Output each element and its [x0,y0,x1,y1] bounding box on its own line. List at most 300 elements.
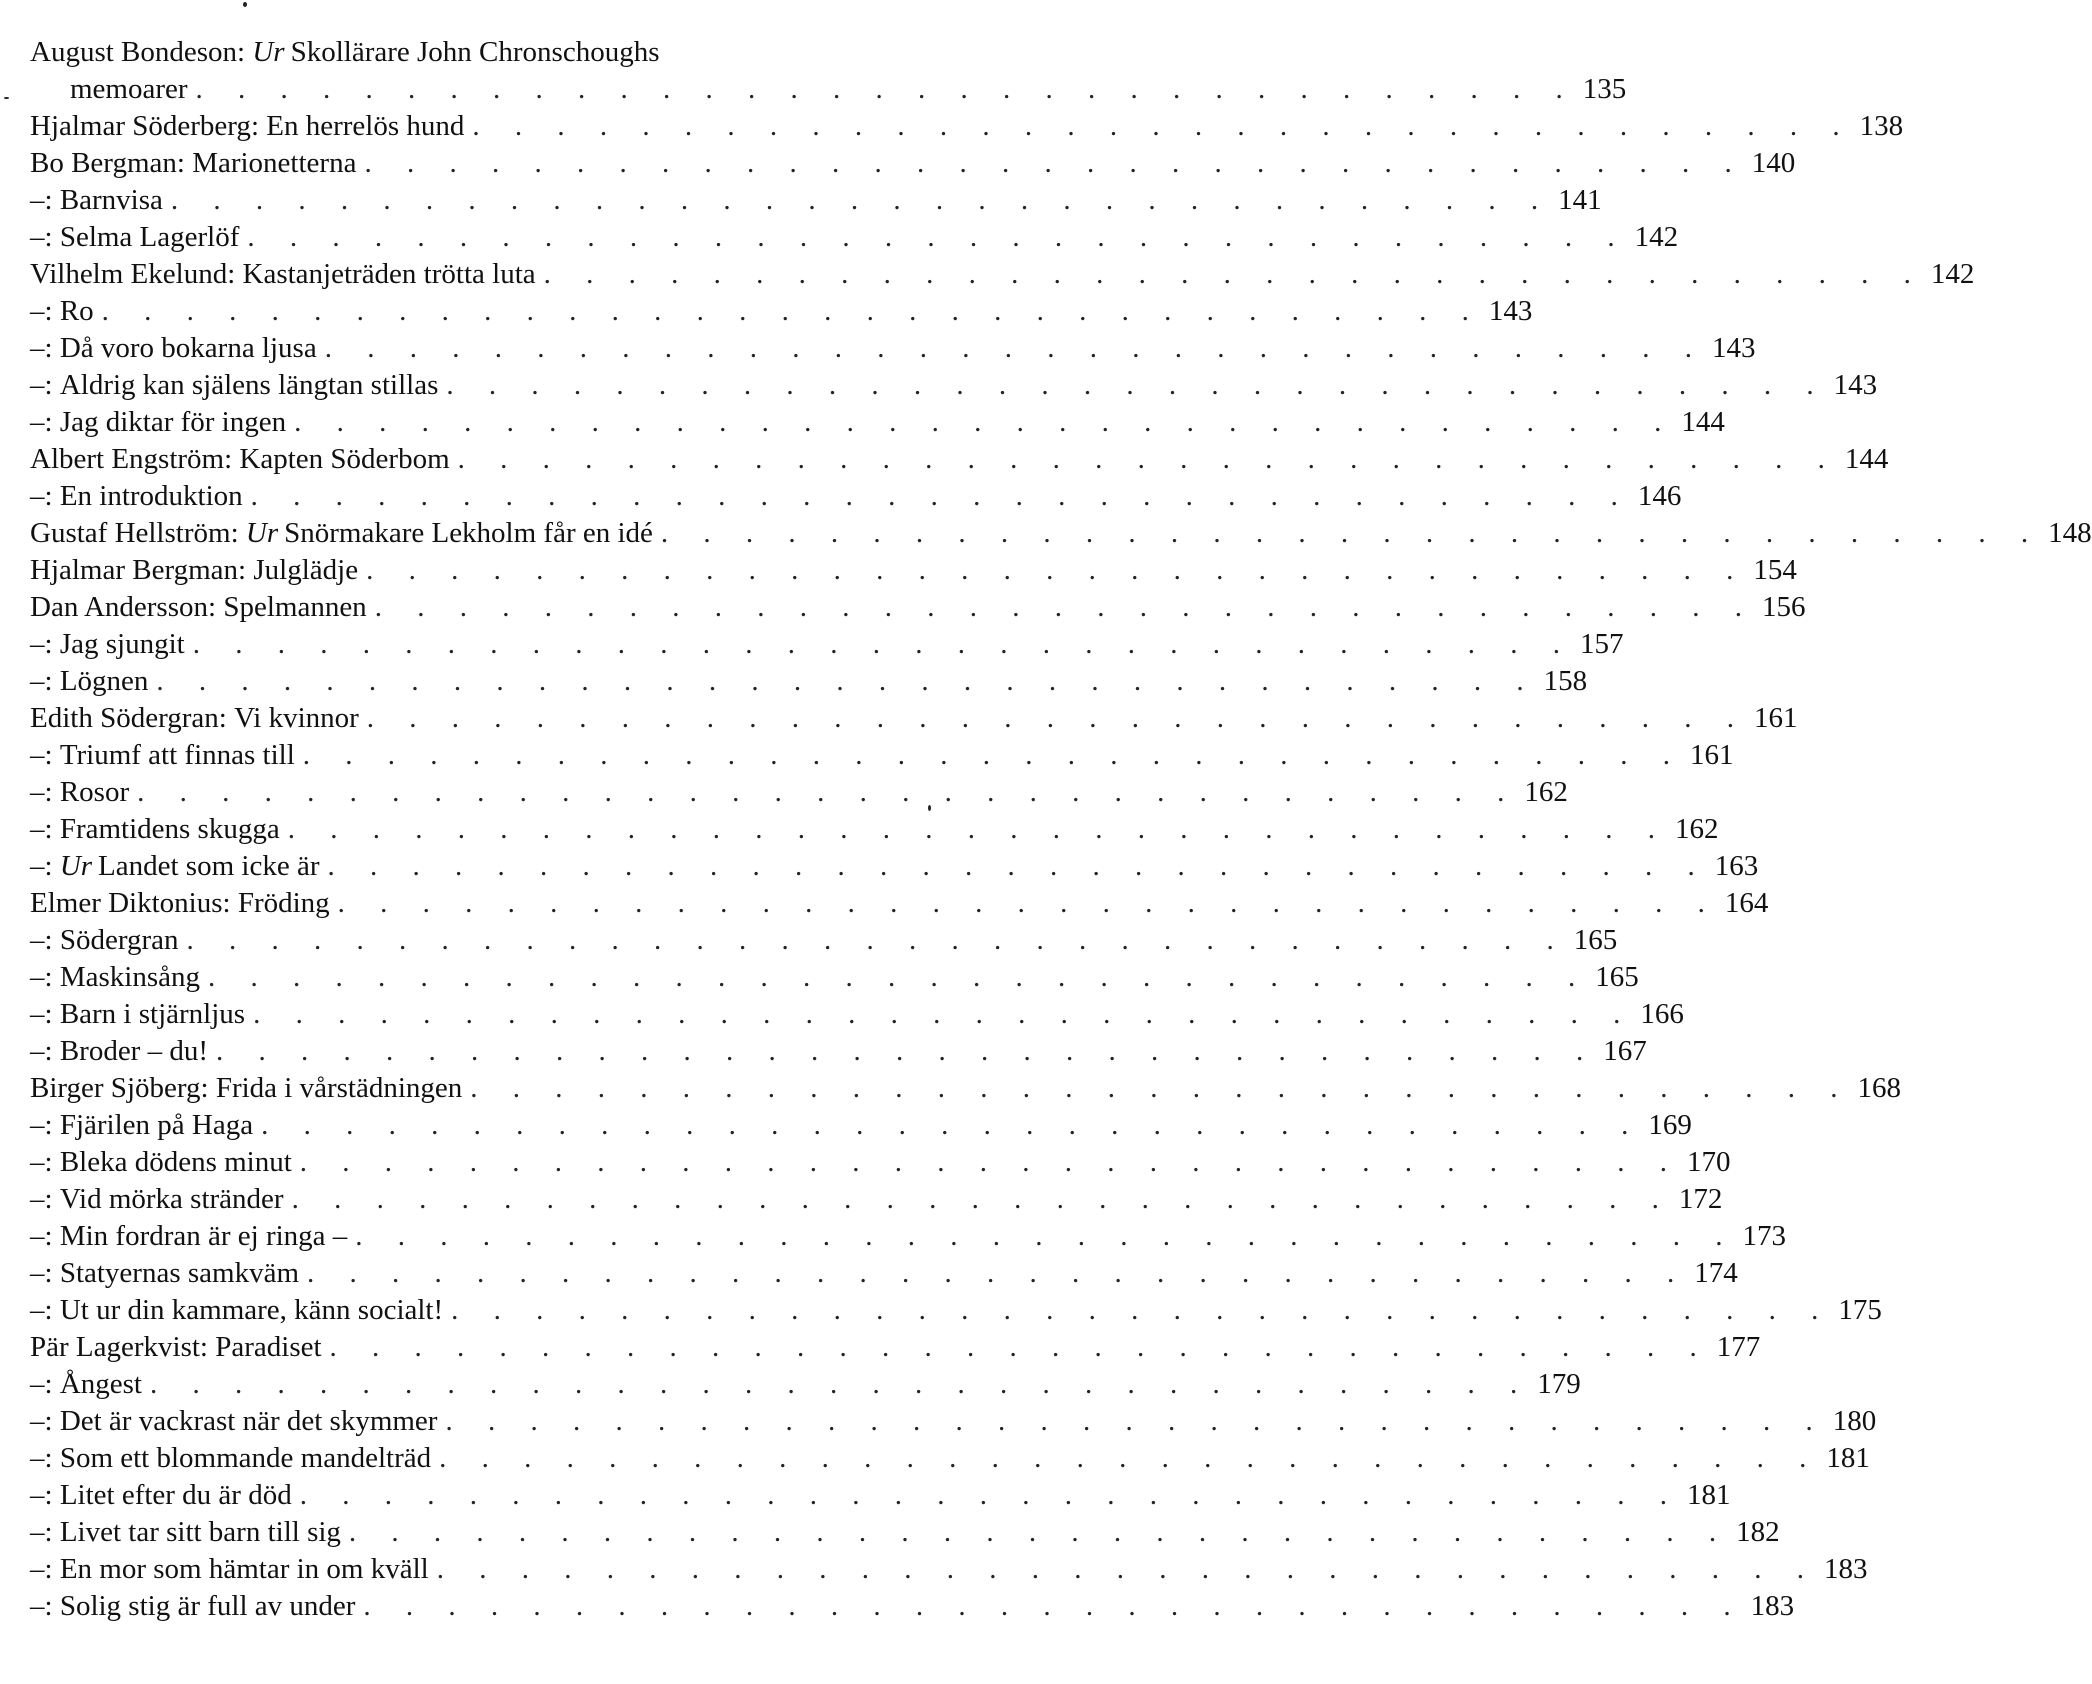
toc-separator: : [44,1146,60,1178]
dot-leader: . . . . . . . . . . . . . . . . . . . . . . . . . . . . . . . . . [247,221,1629,253]
toc-entry-line [30,848,1759,885]
toc-separator: : [44,813,60,845]
toc-entry-line [30,1588,1795,1625]
toc-separator: : [44,332,60,364]
page-number: 157 [1579,628,1624,660]
toc-title: Snörmakare Lekholm får en idé [284,517,653,549]
page-number: 140 [1751,147,1796,179]
toc-entry-line [30,293,1533,330]
toc-entry [30,330,1756,367]
dot-leader: . . . . . . . . . . . . . . . . . . . . . . . . . . . . . . . . . [302,739,1685,771]
toc-author: – [30,1035,45,1067]
toc-title: Julglädje [253,554,359,586]
page-number: 166 [1640,998,1684,1030]
dot-leader: . . . . . . . . . . . . . . . . . . . . . . . . . . . . . . . . . [446,369,1828,401]
page-number: 161 [1690,739,1734,771]
toc-title: Rosor [59,776,130,808]
toc-title: Framtidens skugga [59,813,280,845]
toc-separator: : [44,221,60,253]
dot-leader: . . . . . . . . . . . . . . . . . . . . . . . . . . . . . . . . . [299,1146,1682,1178]
toc-entry [30,1477,1731,1514]
toc-title: Jag sjungit [59,628,185,660]
toc-author: – [30,924,45,956]
toc-title: Frida i vårstädningen [215,1072,463,1104]
page-number: 144 [1844,443,1889,475]
page-number: 146 [1637,480,1682,512]
toc-entry-line [30,1144,1731,1181]
toc-entry [30,1107,1692,1144]
toc-title-prefix: Ur [252,36,285,68]
toc-title: En mor som hämtar in om kväll [59,1553,429,1585]
toc-author: – [30,1183,45,1215]
toc-author: Edith Södergran [30,702,219,734]
toc-author: – [30,480,45,512]
toc-separator: : [44,1405,60,1437]
toc-separator: : [199,1331,216,1363]
page-number: 141 [1558,184,1602,216]
toc-separator: : [238,554,254,586]
toc-entry [30,182,1602,219]
toc-entry-line [30,1070,1902,1107]
page-number: 167 [1603,1035,1647,1067]
toc-entry [30,1551,1868,1588]
toc-title: Maskinsång [59,961,200,993]
toc-separator: : [222,887,238,919]
toc-title: En introduktion [59,480,243,512]
toc-entry-line [30,1033,1647,1070]
dot-leader: . . . . . . . . . . . . . . . . . . . . . . . . . . . . . . . . . [294,406,1676,438]
toc-separator: : [44,1553,60,1585]
dot-leader: . . . . . . . . . . . . . . . . . . . . . . . . . . . . . . . . . [186,924,1568,956]
toc-author: – [30,1479,45,1511]
toc-separator: : [44,480,60,512]
toc-author: Hjalmar Bergman [30,554,239,586]
toc-title: Vi kvinnor [234,702,359,734]
toc-author: Hjalmar Söderberg [30,110,251,142]
toc-entry [30,404,1725,441]
toc-separator: : [44,406,60,438]
toc-title: Som ett blommande mandelträd [59,1442,432,1474]
page-number: 148 [2048,517,2092,549]
toc-title: Fröding [237,887,330,919]
toc-entry-line [30,441,1889,478]
toc-entry [30,811,1719,848]
dot-leader: . . . . . . . . . . . . . . . . . . . . . . . . . . . . . . . . . [192,628,1574,660]
dot-leader: . . . . . . . . . . . . . . . . . . . . . . . . . . . . . . . . . [337,887,1719,919]
toc-entry [30,959,1639,996]
toc-entry-line [30,1292,1882,1329]
toc-entry-line [30,552,1797,589]
toc-title: Ut ur din kammare, känn socialt! [59,1294,444,1326]
dot-leader: . . . . . . . . . . . . . . . . . . . . . . . . . . . . . . . . . [156,665,1538,697]
dot-leader: . . . . . . . . . . . . . . . . . . . . . . . . . . . . . . . . . [451,1294,1833,1326]
toc-author: Birger Sjöberg [30,1072,201,1104]
toc-entry-line [30,330,1756,367]
toc-title: Livet tar sitt barn till sig [59,1516,341,1548]
toc-entry [30,293,1533,330]
toc-title: Litet efter du är död [59,1479,292,1511]
toc-title: Min fordran är ej ringa – [59,1220,348,1252]
toc-author: – [30,1146,45,1178]
toc-author: – [30,1405,45,1437]
toc-author: – [30,1590,45,1622]
toc-entry [30,1070,1902,1107]
dot-leader: . . . . . . . . . . . . . . . . . . . . . . . . . . . . . . . . . [439,1442,1821,1474]
toc-entry-line [30,1514,1780,1551]
dot-leader: . . . . . . . . . . . . . . . . . . . . . . . . . . . . . . . . . [364,147,1746,179]
toc-author: – [30,1257,45,1289]
toc-title: memoarer [70,73,188,105]
scan-speck [243,2,247,7]
dot-leader: . . . . . . . . . . . . . . . . . . . . . . . . . . . . . . . . . [307,1257,1689,1289]
toc-separator: : [44,776,60,808]
toc-title: Aldrig kan själens längtan stillas [59,369,439,401]
toc-author: – [30,184,45,216]
page-number: 142 [1930,258,1975,290]
dot-leader: . . . . . . . . . . . . . . . . . . . . . . . . . . . . . . . . . [348,1516,1731,1548]
page-number: 174 [1694,1257,1738,1289]
toc-separator: : [237,36,253,68]
toc-entry-line [30,256,1975,293]
toc-author: – [30,221,45,253]
toc-entry-line [30,1107,1692,1144]
toc-separator: : [44,1109,60,1141]
page-number: 165 [1595,961,1639,993]
dot-leader: . . . . . . . . . . . . . . . . . . . . . . . . . . . . . . . . . [170,184,1553,216]
toc-separator: : [44,1183,60,1215]
page-number: 175 [1838,1294,1882,1326]
toc-title: Barnvisa [59,184,163,216]
toc-author: Pär Lagerkvist [30,1331,200,1363]
page-number: 143 [1488,295,1533,327]
page-number: 135 [1582,73,1627,105]
toc-title: Bleka dödens minut [59,1146,292,1178]
dot-leader: . . . . . . . . . . . . . . . . . . . . . . . . . . . . . . . . . [374,591,1756,623]
toc-entry-line [30,811,1719,848]
page-number: 162 [1524,776,1568,808]
toc-entry-line [30,589,1806,626]
toc-title: Paradiset [215,1331,322,1363]
toc-title: Barn i stjärnljus [59,998,246,1030]
page-number: 180 [1832,1405,1877,1437]
toc-separator: : [44,1257,60,1289]
dot-leader: . . . . . . . . . . . . . . . . . . . . . . . . . . . . . . . . . [363,1590,1745,1622]
toc-entry [30,256,1975,293]
toc-title: Jag diktar för ingen [59,406,287,438]
toc-entry-line [30,996,1684,1033]
toc-entry [30,108,1904,145]
toc-entry-line [30,774,1568,811]
page-number: 154 [1753,554,1797,586]
dot-leader: . . . . . . . . . . . . . . . . . . . . . . . . . . . . . . . . . [660,517,2043,549]
page-number: 138 [1859,110,1904,142]
dot-leader: . . . . . . . . . . . . . . . . . . . . . . . . . . . . . . . . . [472,110,1854,142]
dot-leader: . . . . . . . . . . . . . . . . . . . . . . . . . . . . . . . . . [250,480,1632,512]
toc-entry [30,219,1679,256]
toc-author: – [30,406,45,438]
toc-entry-line [30,219,1679,256]
dot-leader: . . . . . . . . . . . . . . . . . . . . . . . . . . . . . . . . . [149,1368,1532,1400]
dot-leader: . . . . . . . . . . . . . . . . . . . . . . . . . . . . . . . . . [299,1479,1681,1511]
toc-entry [30,1514,1780,1551]
toc-entry-line [30,885,1769,922]
toc-title: Då voro bokarna ljusa [59,332,317,364]
toc-author: – [30,295,45,327]
toc-separator: : [224,443,240,475]
page-number: 183 [1823,1553,1868,1585]
toc-title: Kastanjeträden trötta luta [242,258,536,290]
page-number: 181 [1686,1479,1731,1511]
page-number: 181 [1826,1442,1870,1474]
toc-entry-first-line [30,34,900,71]
toc-entry-line [30,1218,1787,1255]
toc-author: – [30,628,45,660]
page-number: 161 [1754,702,1798,734]
scan-speck [4,97,9,99]
toc-title: Ro [59,295,94,327]
toc-separator: : [44,961,60,993]
toc-entry-line [30,108,1904,145]
toc-separator: : [44,1442,60,1474]
toc-entry [30,1181,1723,1218]
toc-entry [30,145,1796,182]
toc-entry [30,663,1588,700]
dot-leader: . . . . . . . . . . . . . . . . . . . . . . . . . . . . . . . . . [366,702,1749,734]
toc-separator: : [44,1590,60,1622]
toc-entry-line [30,1403,1877,1440]
toc-author: – [30,776,45,808]
toc-separator: : [44,1035,60,1067]
page-number: 158 [1543,665,1588,697]
toc-entry-line [30,1477,1731,1514]
toc-entry-second-line [30,71,1627,108]
toc-separator: : [176,147,193,179]
toc-entry [30,1403,1877,1440]
toc-author: Elmer Diktonius [30,887,223,919]
toc-title: Landet som icke är [98,850,320,882]
toc-author: Vilhelm Ekelund [30,258,228,290]
toc-separator: : [44,1479,60,1511]
dot-leader: . . . . . . . . . . . . . . . . . . . . . . . . . . . . . . . . . [324,332,1706,364]
page-number: 172 [1678,1183,1723,1215]
toc-entry-line [30,663,1588,700]
toc-entry-line [30,478,1682,515]
toc-entry-line [30,626,1624,663]
toc-entry [30,1144,1731,1181]
toc-entry [30,737,1734,774]
toc-author: – [30,961,45,993]
dot-leader: . . . . . . . . . . . . . . . . . . . . . . . . . . . . . . . . . [327,850,1709,882]
toc-title: En herrelös hund [266,110,465,142]
toc-author: – [30,369,45,401]
toc-entry-line [30,922,1618,959]
page-number: 183 [1750,1590,1795,1622]
toc-title: Broder – du! [59,1035,208,1067]
toc-author: August Bondeson [30,36,238,68]
toc-title-prefix: Ur [245,517,279,549]
toc-author: – [30,1220,45,1252]
toc-title: Fjärilen på Haga [59,1109,254,1141]
toc-entry [30,700,1798,737]
toc-author: – [30,1553,45,1585]
toc-entry [30,589,1806,626]
toc-entry [30,515,2092,552]
dot-leader: . . . . . . . . . . . . . . . . . . . . . . . . . . . . . . . . . [366,554,1748,586]
toc-author: Albert Engström [30,443,225,475]
toc-entry [30,626,1624,663]
toc-author: Gustaf Hellström [30,517,231,549]
toc-entry [30,996,1684,1033]
toc-author: – [30,850,45,882]
toc-entry-line [30,1551,1868,1588]
toc-entry [30,367,1878,404]
toc-separator: : [200,1072,216,1104]
dot-leader: . . . . . . . . . . . . . . . . . . . . . . . . . . . . . . . . . [137,776,1519,808]
toc-entry [30,1218,1787,1255]
toc-title-prefix: Ur [59,850,93,882]
toc-entry [30,478,1682,515]
toc-separator: : [44,184,60,216]
toc-separator: : [44,1516,60,1548]
dot-leader: . . . . . . . . . . . . . . . . . . . . . . . . . . . . . . . . . [543,258,1925,290]
page-number: 143 [1833,369,1878,401]
toc-entry-line [30,367,1878,404]
toc-title: Det är vackrast när det skymmer [59,1405,438,1437]
toc-title: Ångest [59,1368,142,1400]
toc-entry-line [30,1440,1870,1477]
dot-leader: . . . . . . . . . . . . . . . . . . . . . . . . . . . . . . . . . [445,1405,1827,1437]
toc-separator: : [44,369,60,401]
toc-entry-line [30,959,1639,996]
page-number: 170 [1687,1146,1731,1178]
page-number: 182 [1736,1516,1780,1548]
toc-title: Selma Lagerlöf [59,221,240,253]
toc-author: – [30,332,45,364]
toc-separator: : [250,110,267,142]
toc-entry-line [30,737,1734,774]
toc-entry-line [30,1255,1738,1292]
page-number: 179 [1537,1368,1581,1400]
toc-author: – [30,1442,45,1474]
toc-title: Marionetterna [192,147,357,179]
dot-leader: . . . . . . . . . . . . . . . . . . . . . . . . . . . . . . . . . [355,1220,1737,1252]
toc-entry [30,922,1618,959]
page-number: 163 [1714,850,1759,882]
toc-title: Triumf att finnas till [59,739,295,771]
dot-leader: . . . . . . . . . . . . . . . . . . . . . . . . . . . . . . . . . [261,1109,1643,1141]
dot-leader: . . . . . . . . . . . . . . . . . . . . . . . . . . . . . . . . . [253,998,1635,1030]
toc-title-part: Skollärare John Chronschoughs [290,36,660,68]
toc-author: – [30,1294,45,1326]
toc-separator: : [44,665,60,697]
page-number: 173 [1742,1220,1787,1252]
toc-author: – [30,665,45,697]
toc-entry [30,1588,1795,1625]
dot-leader: . . . . . . . . . . . . . . . . . . . . . . . . . . . . . . . . . [329,1331,1711,1363]
page-number: 164 [1724,887,1769,919]
page-number: 169 [1648,1109,1692,1141]
toc-entry [30,1329,1761,1366]
toc-entry-line [30,145,1796,182]
toc-entry [30,1033,1647,1070]
toc-separator: : [208,591,224,623]
toc-separator: : [227,258,243,290]
toc-entry [30,441,1889,478]
toc-separator: : [44,924,60,956]
toc-entry [30,34,1627,108]
toc-author: – [30,1516,45,1548]
toc-entry [30,1366,1581,1403]
toc-separator: : [44,998,60,1030]
page-number: 142 [1634,221,1679,253]
toc-entry [30,1440,1870,1477]
dot-leader: . . . . . . . . . . . . . . . . . . . . . . . . . . . . . . . . . [101,295,1483,327]
page-number: 168 [1857,1072,1902,1104]
toc-separator: : [44,295,60,327]
dot-leader: . . . . . . . . . . . . . . . . . . . . . . . . . . . . . . . . . [470,1072,1852,1104]
toc-entry-line [30,1181,1723,1218]
toc-title: Lögnen [59,665,149,697]
dot-leader: . . . . . . . . . . . . . . . . . . . . . . . . . . . . . . . . . [207,961,1590,993]
dot-leader: . . . . . . . . . . . . . . . . . . . . . . . . . . . . . . . . . [195,73,1577,105]
dot-leader: . . . . . . . . . . . . . . . . . . . . . . . . . . . . . . . . . [216,1035,1598,1067]
toc-entry-line [30,1329,1761,1366]
dot-leader: . . . . . . . . . . . . . . . . . . . . . . . . . . . . . . . . . [287,813,1669,845]
page-number: 165 [1573,924,1618,956]
toc-title: Statyernas samkväm [59,1257,300,1289]
toc-separator: : [218,702,235,734]
toc-separator: : [44,1294,60,1326]
toc-title: Vid mörka stränder [59,1183,284,1215]
page-number: 162 [1674,813,1719,845]
toc-entry-line [30,700,1798,737]
page-number: 143 [1711,332,1756,364]
page-number: 156 [1761,591,1806,623]
table-of-contents [30,34,2092,1625]
toc-entry-line [30,182,1602,219]
toc-title: Södergran [59,924,179,956]
toc-author: – [30,1109,45,1141]
toc-separator: : [44,628,60,660]
dot-leader: . . . . . . . . . . . . . . . . . . . . . . . . . . . . . . . . . [291,1183,1673,1215]
toc-author: Dan Andersson [30,591,209,623]
toc-title: Spelmannen [223,591,367,623]
toc-entry [30,885,1769,922]
toc-author: – [30,739,45,771]
toc-entry [30,848,1759,885]
toc-title: Kapten Söderbom [239,443,450,475]
toc-separator: : [44,739,60,771]
toc-author: – [30,813,45,845]
toc-separator: : [230,517,246,549]
toc-separator: : [44,1220,60,1252]
toc-author: – [30,1368,45,1400]
toc-entry [30,774,1568,811]
toc-entry [30,1255,1738,1292]
toc-author: – [30,998,45,1030]
toc-entry [30,552,1797,589]
toc-entry [30,1292,1882,1329]
dot-leader: . . . . . . . . . . . . . . . . . . . . . . . . . . . . . . . . . [436,1553,1818,1585]
toc-entry-line [30,404,1725,441]
toc-title: Solig stig är full av under [59,1590,356,1622]
page-number: 177 [1716,1331,1761,1363]
toc-entry-line [30,515,2092,552]
dot-leader: . . . . . . . . . . . . . . . . . . . . . . . . . . . . . . . . . [457,443,1839,475]
toc-separator: : [44,1368,60,1400]
toc-author: Bo Bergman [30,147,177,179]
toc-entry-line [30,1366,1581,1403]
